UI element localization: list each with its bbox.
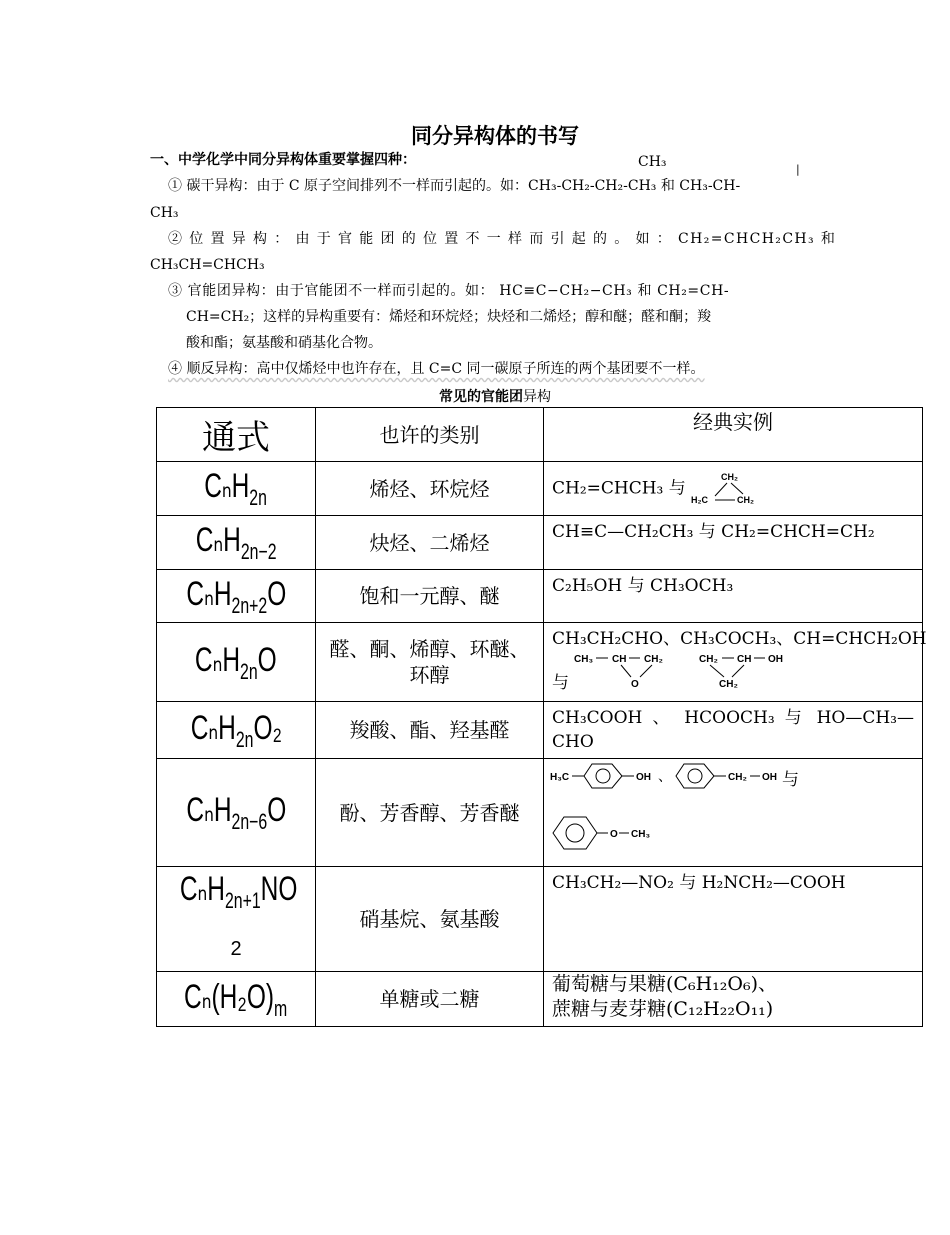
example-cell (544, 623, 927, 702)
category-cell: 饱和一元醇、醚 (316, 570, 544, 623)
category-cell: 硝基烷、氨基酸 (316, 867, 544, 972)
header-example: 经典实例 (544, 408, 923, 462)
table-row (157, 759, 923, 867)
example-text: CH₃CH₂CHO、CH₃COCH₃、CH=CHCH₂OH (552, 629, 927, 649)
svg-text:CH₃: CH₃ (631, 829, 651, 840)
cyclopropane-structure (691, 469, 771, 509)
epoxide-and-cyclic-alcohol-structures (574, 651, 804, 691)
formula-cell: CₙH$_{2n}$ (157, 462, 316, 516)
item1-line1: ① 碳干异构：由于 C 原子空间排列不一样而引起的。如：CH₃-CH₂-CH₂-CH₃ 和 CH₃-CH- (168, 178, 741, 194)
formula-cell: $C_n(H_2O)_m$ (157, 972, 316, 1027)
svg-text:CH: CH (612, 654, 627, 665)
table-header-row (157, 408, 923, 462)
aromatic-structures (550, 761, 900, 857)
category-cell: 炔烃、二烯烃 (316, 516, 544, 570)
table-caption (0, 386, 950, 406)
category-cell: 单糖或二糖 (316, 972, 544, 1027)
ch3-label: CH₃ (638, 154, 667, 170)
svg-text:O: O (610, 829, 618, 840)
svg-text:H₃C: H₃C (550, 772, 570, 783)
example-cell (544, 702, 923, 759)
svg-text:CH₂: CH₂ (737, 494, 755, 505)
category-cell: 羧酸、酯、羟基醛 (316, 702, 544, 759)
example-text: 葡萄糖与果糖(C₆H₁₂O₆)、 (552, 973, 777, 995)
formula-cell: CₙH$_{2n-6}$O (157, 759, 316, 867)
example-cell (544, 759, 923, 867)
category-cell: 烯烃、环烷烃 (316, 462, 544, 516)
item4: ④ 顺反异构：高中仅烯烃中也许存在，且 C=C 同一碳原子所连的两个基团要不一样。 (168, 361, 705, 377)
example-cell: CH≡C—CH₂CH₃ 与 CH₂=CHCH=CH₂ (544, 516, 923, 570)
bond-mark: | (796, 163, 800, 176)
svg-text:CH₂: CH₂ (728, 772, 747, 783)
caption-rest: 异构 (523, 389, 551, 405)
header-formula: 通式 (157, 408, 316, 462)
item2-line1: ② 位 置 异 构 ： 由 于 官 能 团 的 位 置 不 一 样 而 引 起 的 。 如 ： CH₂=CHCH₂CH₃ 和 (168, 231, 837, 247)
svg-text:CH₂: CH₂ (644, 654, 663, 665)
caption-bold: 常见的官能团 (439, 389, 523, 405)
example-text-2: 与 (552, 673, 569, 693)
example-text-2: CHO (552, 732, 594, 752)
example-text: CH₂=CHCH₃ 与 (552, 478, 686, 498)
item3-line3: 酸和酯；氨基酸和硝基化合物。 (186, 335, 382, 351)
example-cell (544, 972, 923, 1027)
formula-cell: CₙH$_{2n}$O₂ (157, 702, 316, 759)
svg-text:OH: OH (768, 654, 783, 665)
formula-cell: CₙH$_{2n+1}$NO 2 (157, 867, 316, 972)
svg-text:OH: OH (762, 772, 777, 783)
isomer-table (156, 407, 927, 1027)
category-cell: 醛、酮、烯醇、环醚、环醇 (316, 623, 544, 702)
example-cell: CH₃CH₂—NO₂ 与 H₂NCH₂—COOH (544, 867, 923, 972)
svg-text:H₂C: H₂C (691, 494, 709, 505)
formula-cell: CₙH$_{2n+2}$O (157, 570, 316, 623)
section-heading: 一、中学化学中同分异构体重要掌握四种： (150, 152, 416, 168)
svg-text:、: 、 (658, 768, 672, 784)
table-row (157, 570, 923, 623)
table-row (157, 867, 923, 972)
item3-line1: ③ 官能团异构：由于官能团不一样而引起的。如： HC≡C−CH₂−CH₃ 和 CH₂=CH- (168, 283, 730, 299)
item1-line2: CH₃ (150, 205, 179, 221)
table-row (157, 972, 923, 1027)
category-cell: 酚、芳香醇、芳香醚 (316, 759, 544, 867)
formula-cell: CₙH$_{2n-2}$ (157, 516, 316, 570)
example-cell (544, 462, 923, 516)
table-row (157, 702, 923, 759)
page-title: 同分异构体的书写 (411, 124, 579, 148)
svg-text:CH₂: CH₂ (699, 654, 718, 665)
svg-text:与: 与 (782, 770, 799, 789)
table-row (157, 516, 923, 570)
example-text: CH₃COOH 、 HCOOCH₃ 与 HO—CH₃— (552, 708, 914, 728)
svg-text:CH₂: CH₂ (721, 471, 739, 482)
svg-text:CH₃: CH₃ (574, 654, 594, 665)
item3-line2: CH=CH₂；这样的异构重要有：烯烃和环烷烃；炔烃和二烯烃；醇和醚；醛和酮；羧 (186, 309, 712, 325)
svg-text:O: O (631, 679, 639, 690)
svg-text:CH: CH (737, 654, 752, 665)
svg-text:CH₂: CH₂ (719, 679, 738, 690)
item2-line2: CH₃CH=CHCH₃ (150, 257, 265, 273)
svg-text:OH: OH (636, 772, 651, 783)
table-row (157, 462, 923, 516)
table-row (157, 623, 923, 702)
formula-cell: CₙH$_{2n}$O (157, 623, 316, 702)
header-category: 也许的类别 (316, 408, 544, 462)
example-text-2: 蔗糖与麦芽糖(C₁₂H₂₂O₁₁) (552, 998, 774, 1020)
example-cell: C₂H₅OH 与 CH₃OCH₃ (544, 570, 923, 623)
